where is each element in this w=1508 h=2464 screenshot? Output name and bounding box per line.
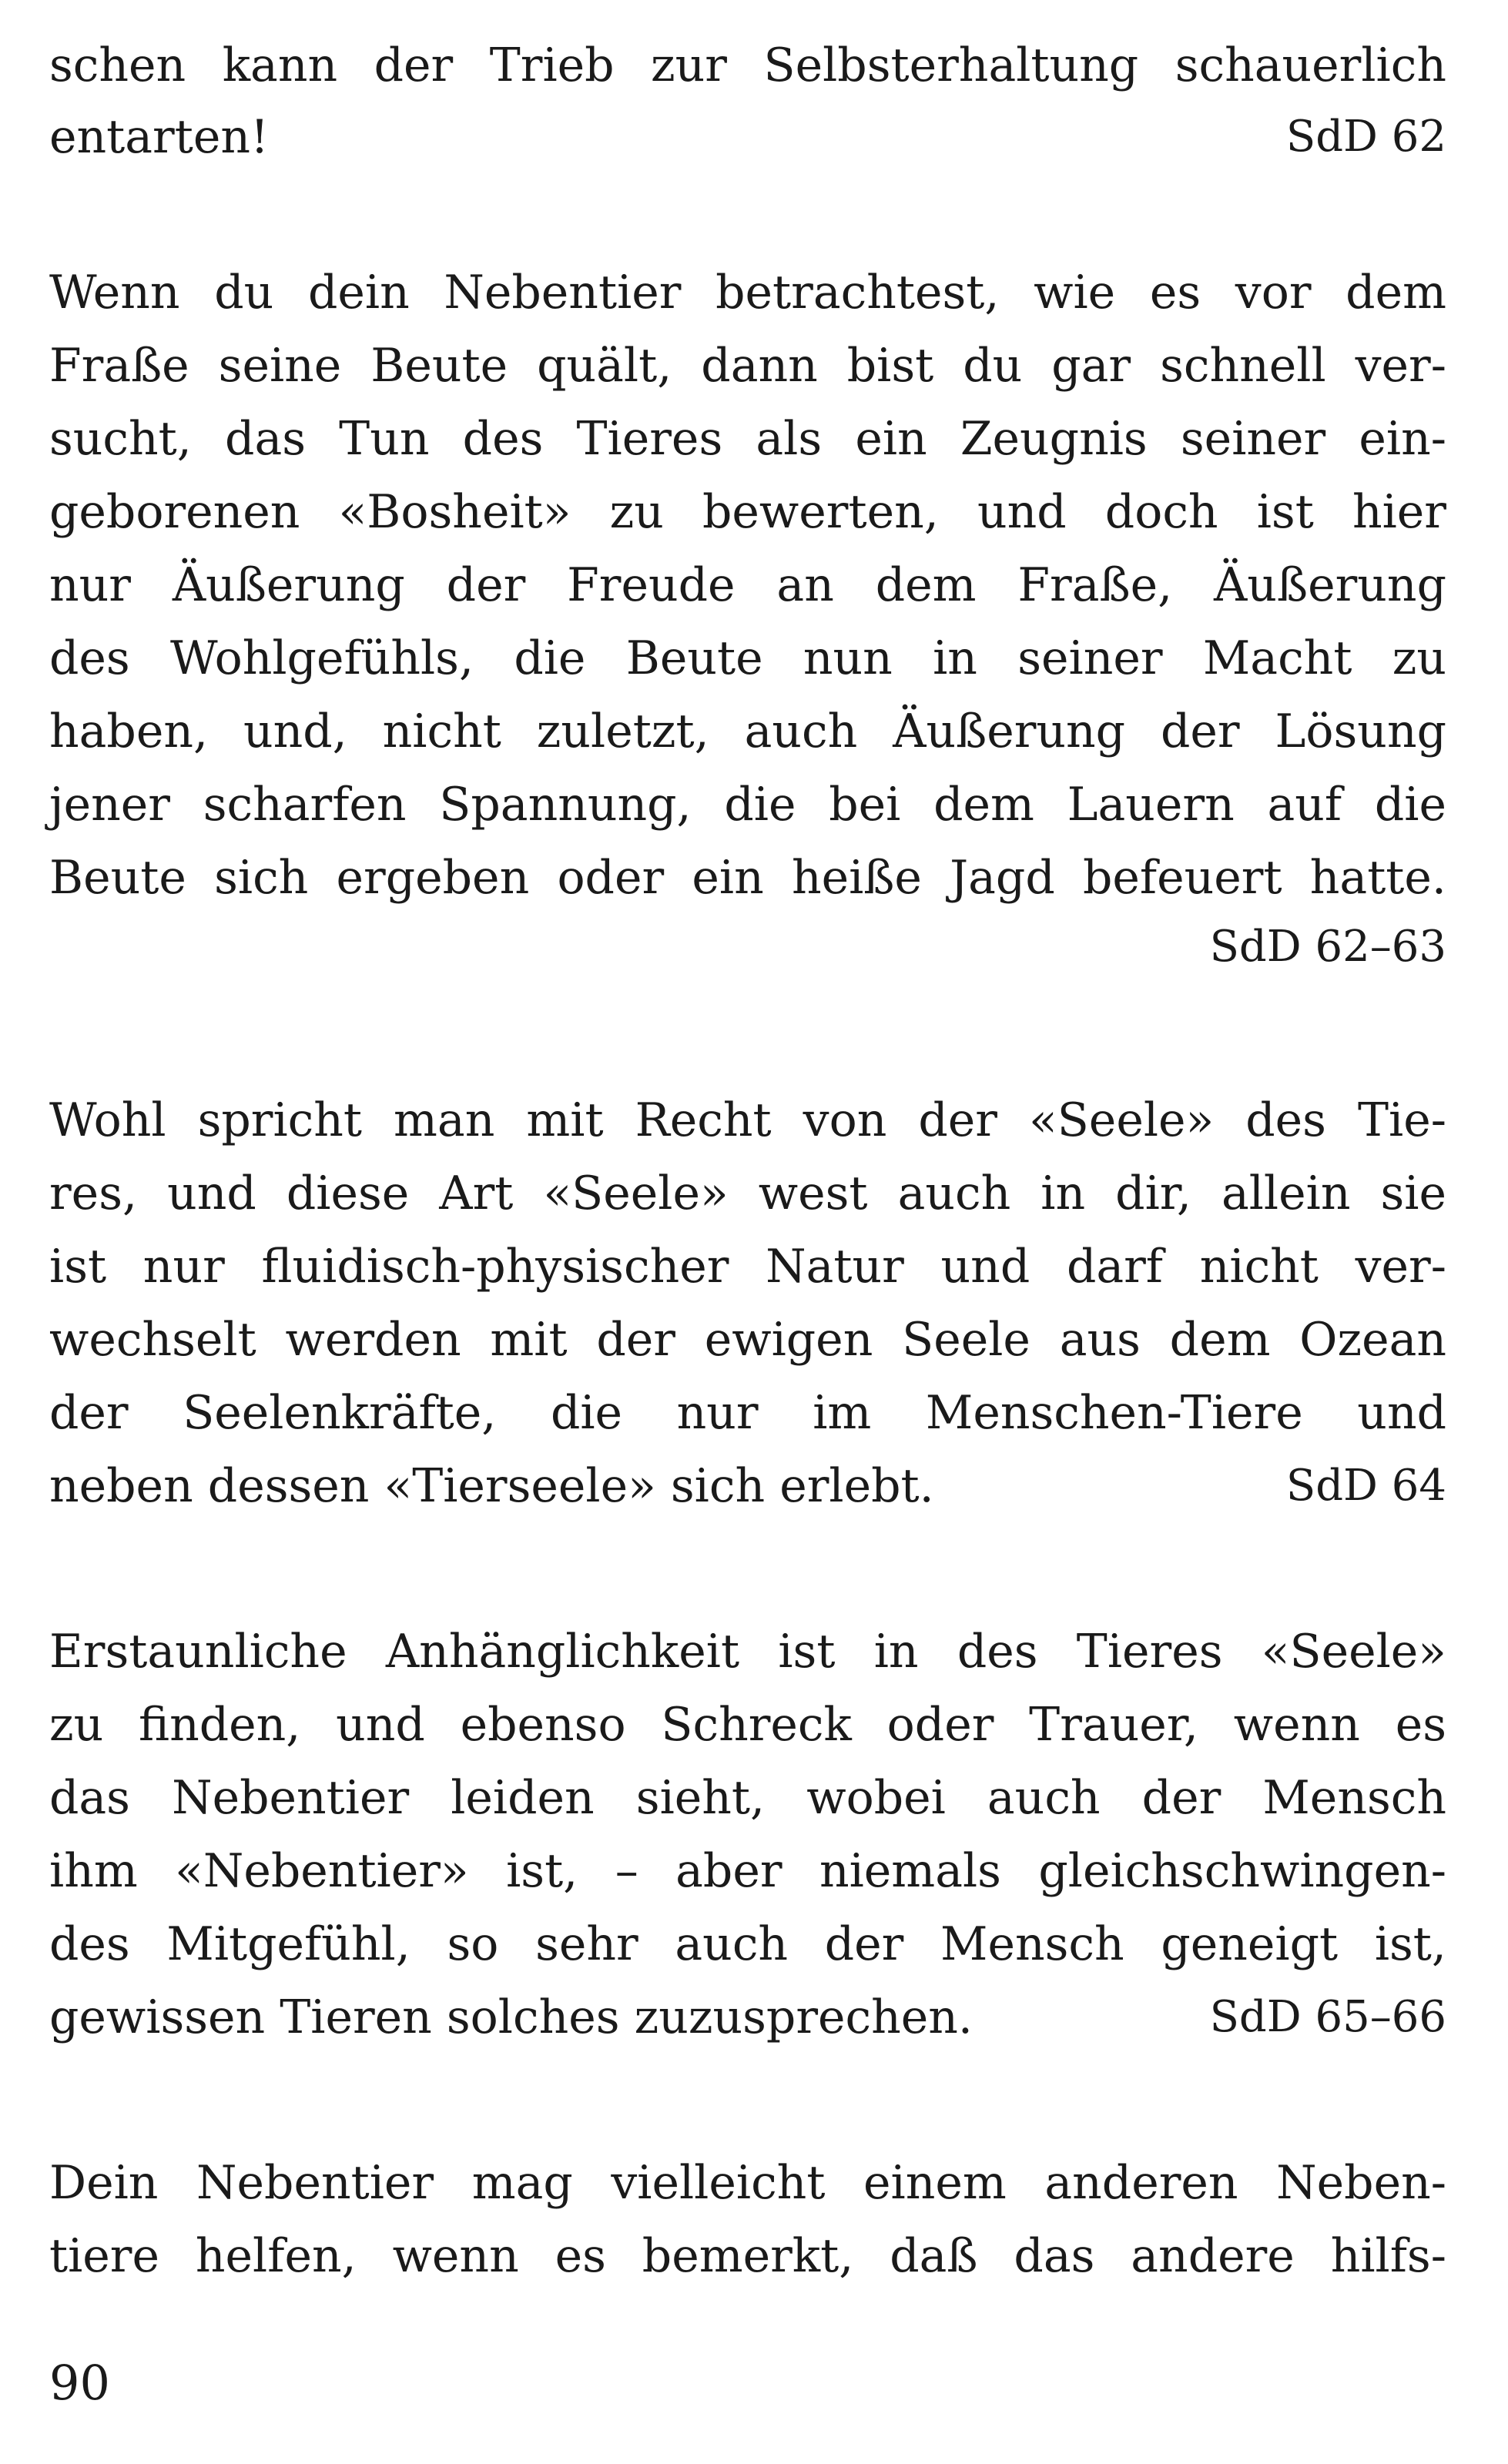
paragraph-3-source-reference: SdD 64 (1285, 1461, 1446, 1511)
paragraph-1-source-reference: SdD 62 (1285, 112, 1446, 162)
paragraph-3-line-4: wechselt werden mit der ewigen Seele aus dem Ozean (49, 1313, 1446, 1367)
paragraph-4-line-5: des Mitgefühl, so sehr auch der Mensch geneigt ist, (49, 1917, 1446, 1971)
paragraph-1-line-2: entarten! (49, 110, 270, 164)
paragraph-2-source-reference: SdD 62–63 (1209, 922, 1446, 972)
paragraph-2-line-2: Fraße seine Beute quält, dann bist du gar schnell ver- (49, 339, 1446, 393)
paragraph-2-line-4: geborenen «Bosheit» zu bewerten, und doch ist hier (49, 485, 1446, 539)
paragraph-1-line-1: schen kann der Trieb zur Selbsterhaltung schauerlich (49, 38, 1446, 92)
paragraph-3-line-5: der Seelenkräfte, die nur im Menschen-Tiere und (49, 1386, 1446, 1440)
paragraph-4-line-3: das Nebentier leiden sieht, wobei auch der Mensch (49, 1771, 1446, 1825)
paragraph-4-line-6: gewissen Tieren solches zuzusprechen. (49, 1990, 973, 2044)
paragraph-3-line-6: neben dessen «Tierseele» sich erlebt. (49, 1459, 934, 1513)
paragraph-3-line-2: res, und diese Art «Seele» west auch in dir, allein sie (49, 1167, 1446, 1220)
paragraph-5-line-1: Dein Nebentier mag vielleicht einem anderen Neben- (49, 2156, 1446, 2210)
paragraph-4-line-2: zu finden, und ebenso Schreck oder Trauer, wenn es (49, 1698, 1446, 1752)
paragraph-2-line-8: jener scharfen Spannung, die bei dem Lauern auf die (49, 778, 1446, 832)
paragraph-2-line-7: haben, und, nicht zuletzt, auch Äußerung der Lösung (49, 705, 1446, 758)
paragraph-2-line-3: sucht, das Tun des Tieres als ein Zeugnis seiner ein- (49, 412, 1446, 466)
paragraph-5-line-2: tiere helfen, wenn es bemerkt, daß das andere hilfs- (49, 2229, 1446, 2283)
paragraph-2-line-6: des Wohlgefühls, die Beute nun in seiner Macht zu (49, 631, 1446, 685)
paragraph-2-line-5: nur Äußerung der Freude an dem Fraße, Äußerung (49, 558, 1446, 612)
paragraph-4-source-reference: SdD 65–66 (1209, 1992, 1446, 2042)
paragraph-2-line-1: Wenn du dein Nebentier betrachtest, wie es vor dem (49, 266, 1446, 320)
paragraph-3-line-3: ist nur fluidisch-physischer Natur und darf nicht ver- (49, 1240, 1446, 1294)
page-number: 90 (49, 2355, 110, 2411)
paragraph-3-line-1: Wohl spricht man mit Recht von der «Seele» des Tie- (49, 1093, 1446, 1147)
paragraph-4-line-4: ihm «Nebentier» ist, – aber niemals gleichschwingen- (49, 1844, 1446, 1898)
paragraph-4-line-1: Erstaunliche Anhänglichkeit ist in des Tieres «Seele» (49, 1625, 1446, 1679)
paragraph-2-line-9: Beute sich ergeben oder ein heiße Jagd befeuert hatte. (49, 851, 1446, 905)
